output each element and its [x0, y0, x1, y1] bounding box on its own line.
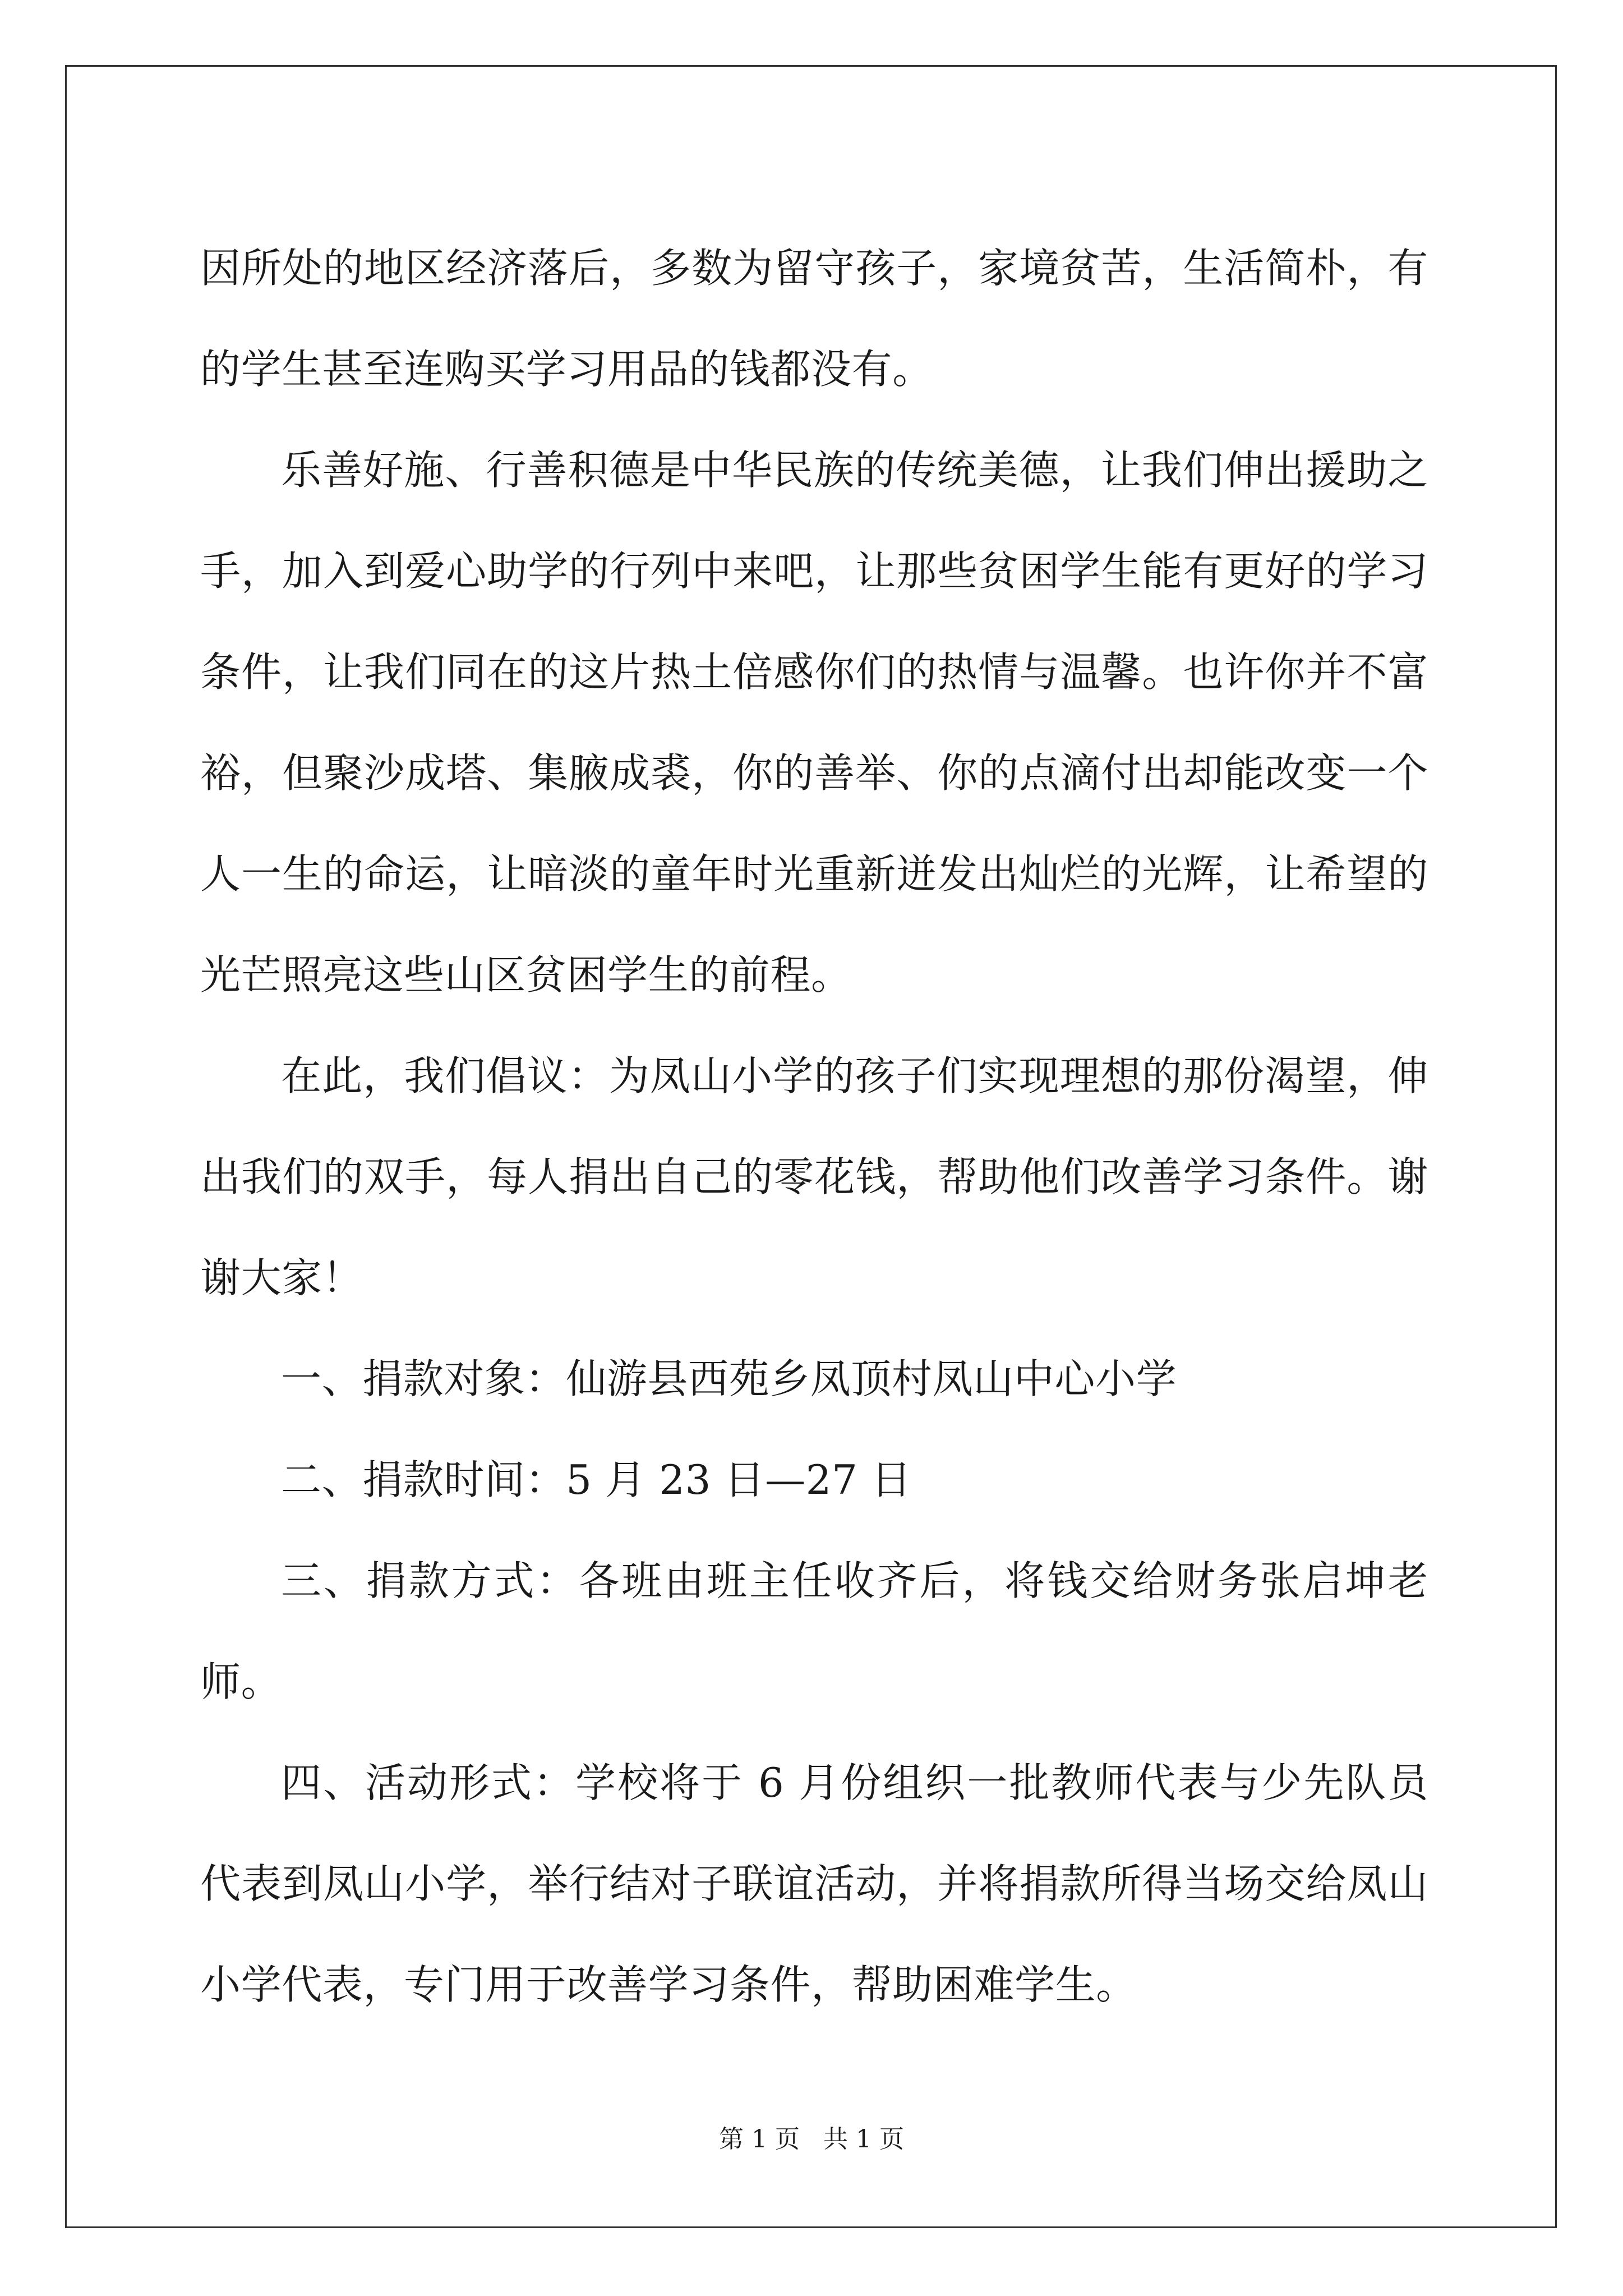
page-footer [0, 2123, 1623, 2156]
paragraph-activity-form: 四、活动形式：学校将于 6 月份组织一批教师代表与少先队员代表到凤山小学，举行结对子联谊活动，并将捐款所得当场交给凤山小学代表，专门用于改善学习条件，帮助困难学生。 [200, 1759, 1428, 2008]
current-page-label: 第 1 页 [719, 2125, 800, 2154]
paragraph-1: 因所处的地区经济落后，多数为留守孩子，家境贫苦，生活简朴，有的学生甚至连购买学习用品的钱都没有。 [200, 245, 1428, 393]
paragraph-donation-time: 二、捐款时间：5 月 23 日—27 日 [281, 1456, 912, 1503]
total-pages-label: 共 1 页 [823, 2125, 904, 2154]
document-body [200, 218, 1428, 2035]
paragraph-donation-method: 三、捐款方式：各班由班主任收齐后，将钱交给财务张启坤老师。 [200, 1557, 1428, 1705]
paragraph-2: 乐善好施、行善积德是中华民族的传统美德，让我们伸出援助之手，加入到爱心助学的行列中来吧，让那些贫困学生能有更好的学习条件，让我们同在的这片热土倍感你们的热情与温馨。也许你并不富裕，但聚沙成塔、集腋成裘，你的善举、你的点滴付出却能改变一个人一生的命运，让暗淡的童年时光重新迸发出灿烂的光辉，让希望的光芒照亮这些山区贫困学生的前程。 [200, 447, 1428, 999]
paragraph-3: 在此，我们倡议：为凤山小学的孩子们实现理想的那份渴望，伸出我们的双手，每人捐出自己的零花钱，帮助他们改善学习条件。谢谢大家！ [200, 1052, 1428, 1301]
paragraph-donation-target: 一、捐款对象：仙游县西苑乡凤顶村凤山中心小学 [281, 1355, 1177, 1402]
